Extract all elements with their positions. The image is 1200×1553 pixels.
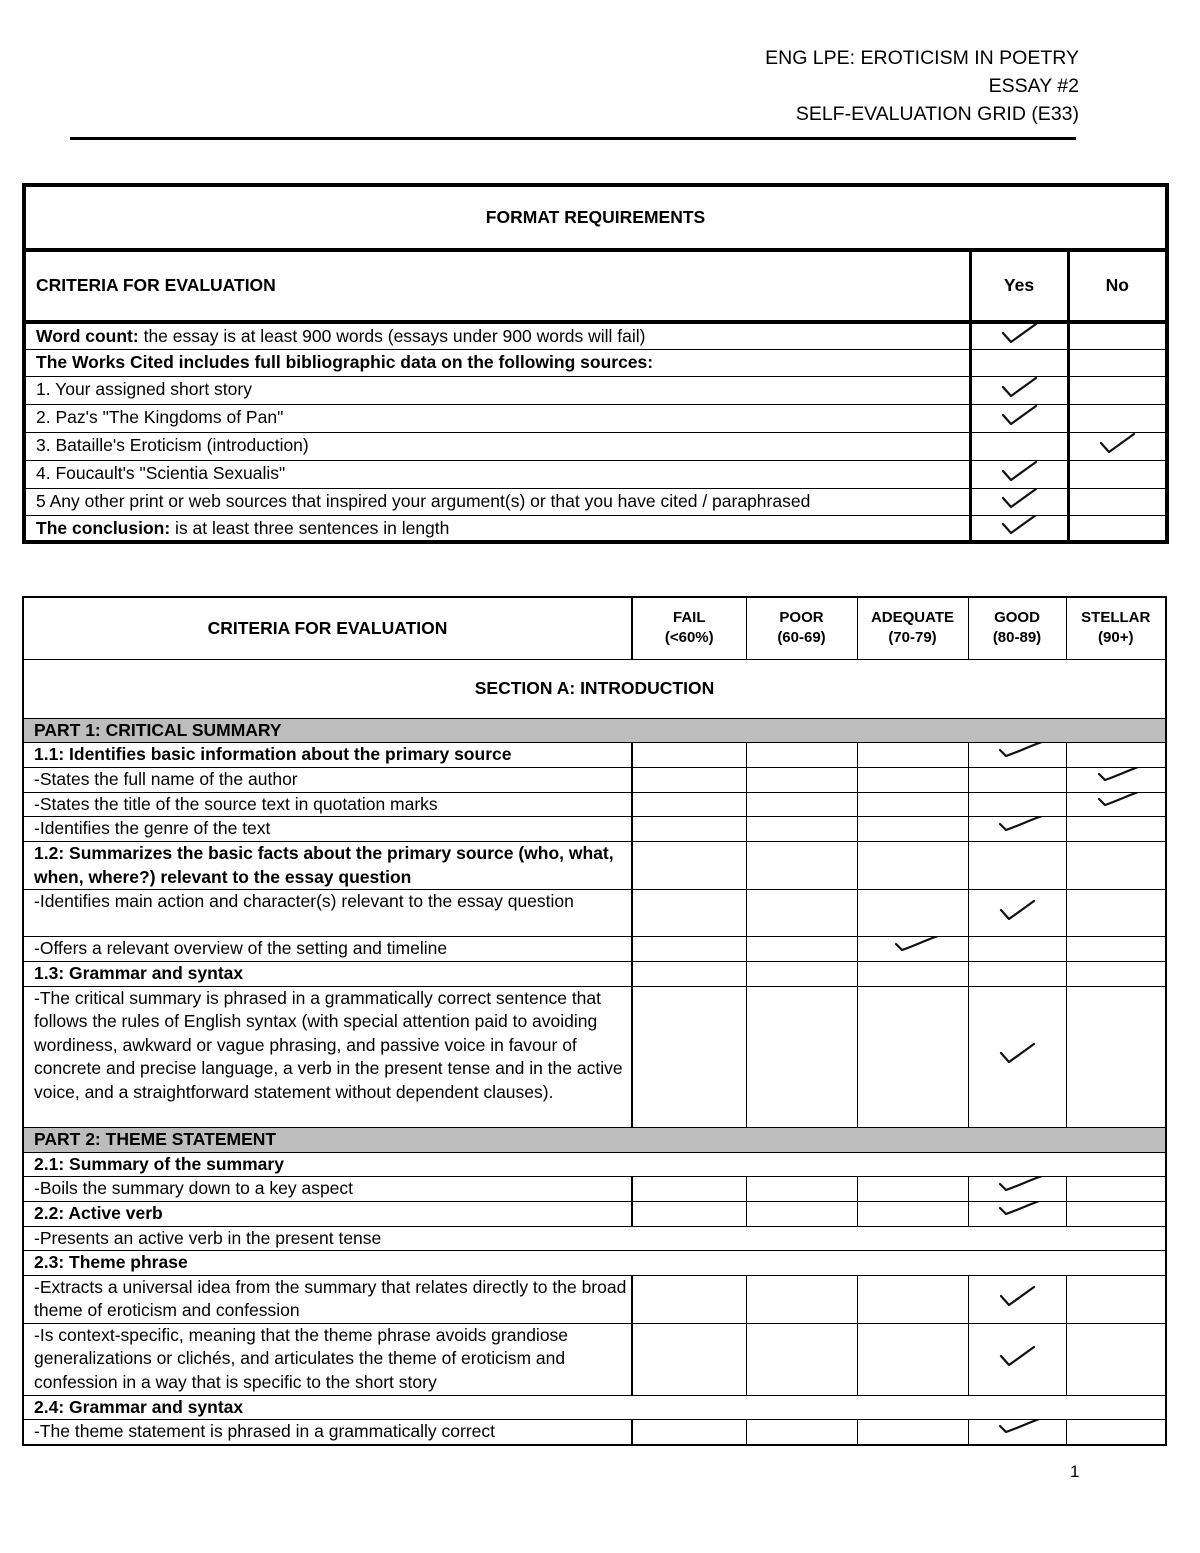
criterion-text: 2. Paz's "The Kingdoms of Pan" [36, 406, 284, 427]
check-mark-icon [1097, 770, 1135, 790]
yes-cell [970, 460, 1068, 488]
yes-cell [970, 404, 1068, 432]
check-mark-icon [998, 820, 1036, 840]
check-mark-icon [998, 1422, 1036, 1442]
criterion-label: The conclusion: [36, 517, 171, 538]
good-cell [968, 986, 1066, 1127]
good-cell [968, 1177, 1066, 1202]
criterion-row [23, 890, 1166, 937]
stellar-cell [1066, 817, 1166, 842]
criterion-cell [23, 1177, 632, 1202]
section-a-title: SECTION A: INTRODUCTION [23, 659, 1166, 718]
stellar-cell [1066, 890, 1166, 937]
fail-cell [632, 890, 746, 937]
format-row [24, 322, 1167, 349]
criterion-text: 1.1: Identifies basic information about the primary source [34, 744, 512, 764]
course-title: ENG LPE: EROTICISM IN POETRY [765, 47, 1079, 69]
format-row [24, 515, 1167, 542]
criterion-row [23, 1152, 1166, 1177]
col-adequate [857, 597, 968, 659]
adequate-cell [857, 1420, 968, 1445]
criterion-text: 2.4: Grammar and syntax [34, 1396, 244, 1417]
criterion-cell [23, 817, 632, 842]
check-mark-icon [998, 1047, 1036, 1067]
criterion-text: -Extracts a universal idea from the summary that relates directly to the broad theme of eroticism and confession [34, 1276, 627, 1320]
poor-cell [746, 842, 857, 890]
format-criterion [24, 322, 970, 349]
poor-cell [746, 768, 857, 793]
document-header [765, 44, 1079, 128]
yes-cell [970, 349, 1068, 376]
adequate-cell [857, 937, 968, 962]
check-mark-icon [1097, 795, 1135, 815]
adequate-cell [857, 962, 968, 987]
criterion-text: 2.1: Summary of the summary [34, 1153, 284, 1174]
format-criterion [24, 376, 970, 404]
stellar-cell [1066, 986, 1166, 1127]
good-cell [968, 768, 1066, 793]
poor-cell [746, 937, 857, 962]
header-rule [70, 137, 1076, 140]
poor-cell [746, 743, 857, 768]
format-criterion [24, 349, 970, 376]
yes-cell [970, 322, 1068, 349]
adequate-cell [857, 890, 968, 937]
yes-cell [970, 515, 1068, 542]
check-mark-icon [998, 1290, 1036, 1310]
criterion-text: 2.3: Theme phrase [34, 1252, 188, 1272]
format-criterion [24, 460, 970, 488]
part-header-row [23, 1127, 1166, 1152]
check-mark-icon [998, 904, 1036, 924]
good-cell [968, 1420, 1066, 1445]
stellar-cell [1066, 1420, 1166, 1445]
check-mark-icon [1000, 518, 1038, 538]
rating-range: (<60%) [664, 629, 714, 647]
criterion-text: -Offers a relevant overview of the setting and timeline [34, 938, 448, 958]
poor-cell [746, 1323, 857, 1395]
adequate-cell [857, 842, 968, 890]
good-cell [968, 937, 1066, 962]
format-criterion [24, 432, 970, 460]
fail-cell [632, 792, 746, 817]
no-cell [1068, 322, 1167, 349]
criterion-row [23, 768, 1166, 793]
poor-cell [746, 1420, 857, 1445]
good-cell [968, 1323, 1066, 1395]
criterion-row [23, 1251, 1166, 1276]
criterion-text: -Presents an active verb in the present tense [34, 1227, 382, 1248]
criterion-text: -The critical summary is phrased in a grammatically correct sentence that follows the rules of English syntax (with special attention paid to avoiding wordiness, awkward or vague phrasing, and passive voice in favour of concrete and precise language, a verb in the present tense and in the active voice, and a straightforward statement without dependent clauses). [34, 987, 623, 1102]
criterion-cell [23, 1395, 1166, 1420]
stellar-cell [1066, 1177, 1166, 1202]
adequate-cell [857, 743, 968, 768]
adequate-cell [857, 1323, 968, 1395]
fail-cell [632, 1420, 746, 1445]
no-cell [1068, 376, 1167, 404]
grid-title: SELF-EVALUATION GRID (E33) [795, 103, 1079, 125]
criterion-row [23, 1202, 1166, 1227]
poor-cell [746, 792, 857, 817]
check-mark-icon [998, 1350, 1036, 1370]
criterion-cell [23, 890, 632, 937]
part-title: PART 1: CRITICAL SUMMARY [34, 719, 282, 740]
stellar-cell [1066, 792, 1166, 817]
stellar-cell [1066, 743, 1166, 768]
stellar-cell [1066, 768, 1166, 793]
format-rows [24, 322, 1167, 542]
criterion-cell [23, 792, 632, 817]
format-requirements-table [22, 183, 1169, 544]
rating-range: (60-69) [777, 629, 826, 647]
grid-criteria-header: CRITERIA FOR EVALUATION [23, 597, 632, 659]
poor-cell [746, 962, 857, 987]
criterion-text: -Identifies the genre of the text [34, 818, 271, 838]
criterion-cell [23, 1323, 632, 1395]
adequate-cell [857, 1202, 968, 1227]
stellar-cell [1066, 1202, 1166, 1227]
fail-cell [632, 937, 746, 962]
good-cell [968, 890, 1066, 937]
criterion-row [23, 962, 1166, 987]
no-cell [1068, 404, 1167, 432]
criterion-text: is at least three sentences in length [170, 517, 450, 538]
check-mark-icon [1000, 381, 1038, 401]
check-mark-icon [894, 940, 932, 960]
good-cell [968, 842, 1066, 890]
format-row [24, 432, 1167, 460]
criterion-cell [23, 718, 1166, 743]
criterion-text: -States the full name of the author [34, 769, 298, 789]
format-criteria-header: CRITERIA FOR EVALUATION [24, 250, 970, 322]
poor-cell [746, 1177, 857, 1202]
rating-range: (80-89) [992, 629, 1042, 647]
poor-cell [746, 890, 857, 937]
check-mark-icon [1000, 409, 1038, 429]
check-mark-icon [1000, 327, 1038, 347]
criterion-cell [23, 842, 632, 890]
good-cell [968, 1275, 1066, 1323]
fail-cell [632, 817, 746, 842]
stellar-cell [1066, 937, 1166, 962]
good-cell [968, 962, 1066, 987]
good-cell [968, 792, 1066, 817]
check-mark-icon [998, 746, 1036, 766]
adequate-cell [857, 817, 968, 842]
no-cell [1068, 432, 1167, 460]
criterion-text: the essay is at least 900 words (essays under 900 words will fail) [138, 326, 646, 346]
no-header: No [1068, 250, 1167, 322]
page-number: 1 [1070, 1462, 1080, 1481]
criterion-cell [23, 743, 632, 768]
stellar-cell [1066, 1323, 1166, 1395]
stellar-cell [1066, 842, 1166, 890]
no-cell [1068, 460, 1167, 488]
fail-cell [632, 768, 746, 793]
criterion-row [23, 1275, 1166, 1323]
criterion-row [23, 1323, 1166, 1395]
criterion-text: 3. Bataille's Eroticism (introduction) [36, 434, 309, 455]
criterion-cell [23, 1152, 1166, 1177]
format-row [24, 460, 1167, 488]
criterion-text: 2.2: Active verb [34, 1203, 163, 1223]
no-cell [1068, 515, 1167, 542]
check-mark-icon [998, 1204, 1036, 1224]
stellar-cell [1066, 1275, 1166, 1323]
criterion-cell [23, 1226, 1166, 1251]
poor-cell [746, 986, 857, 1127]
part-title: PART 2: THEME STATEMENT [34, 1128, 277, 1149]
criterion-label: Word count: [36, 326, 139, 346]
criterion-text: -Boils the summary down to a key aspect [34, 1178, 354, 1198]
criterion-cell [23, 1420, 632, 1445]
check-mark-icon [998, 1180, 1036, 1200]
adequate-cell [857, 1177, 968, 1202]
poor-cell [746, 1202, 857, 1227]
no-cell [1068, 488, 1167, 515]
fail-cell [632, 743, 746, 768]
poor-cell [746, 817, 857, 842]
grid-rows [23, 718, 1166, 1445]
good-cell [968, 817, 1066, 842]
yes-cell [970, 432, 1068, 460]
criterion-cell [23, 1275, 632, 1323]
yes-cell [970, 488, 1068, 515]
criterion-row [23, 986, 1166, 1127]
stellar-cell [1066, 962, 1166, 987]
check-mark-icon [1000, 492, 1038, 512]
adequate-cell [857, 1275, 968, 1323]
format-row [24, 349, 1167, 376]
fail-cell [632, 842, 746, 890]
yes-cell [970, 376, 1068, 404]
criterion-cell [23, 1251, 1166, 1276]
criterion-cell [23, 1202, 632, 1227]
rating-range: (90+) [1098, 629, 1134, 647]
criterion-row [23, 817, 1166, 842]
fail-cell [632, 1202, 746, 1227]
criterion-cell [23, 1127, 1166, 1152]
good-cell [968, 1202, 1066, 1227]
evaluation-grid-table [22, 596, 1167, 1446]
col-stellar [1066, 597, 1166, 659]
criterion-row [23, 792, 1166, 817]
criterion-cell [23, 768, 632, 793]
rating-label: ADEQUATE [870, 609, 955, 627]
criterion-text: -The theme statement is phrased in a grammatically correct [34, 1421, 496, 1441]
criterion-cell [23, 962, 632, 987]
fail-cell [632, 962, 746, 987]
check-mark-icon [1098, 437, 1136, 457]
criterion-row [23, 1395, 1166, 1420]
col-good [968, 597, 1066, 659]
fail-cell [632, 1323, 746, 1395]
format-row [24, 404, 1167, 432]
adequate-cell [857, 768, 968, 793]
format-row [24, 376, 1167, 404]
criterion-text: 1. Your assigned short story [36, 378, 252, 399]
rating-label: GOOD [994, 609, 1040, 627]
criterion-cell [23, 986, 632, 1127]
criterion-text: -States the title of the source text in quotation marks [34, 793, 438, 814]
poor-cell [746, 1275, 857, 1323]
adequate-cell [857, 792, 968, 817]
fail-cell [632, 1275, 746, 1323]
adequate-cell [857, 986, 968, 1127]
essay-number: ESSAY #2 [988, 75, 1079, 97]
criterion-text: 1.3: Grammar and syntax [34, 963, 244, 983]
rating-label: POOR [779, 609, 824, 627]
criterion-text: 5 Any other print or web sources that inspired your argument(s) or that you have cited / paraphrased [36, 490, 811, 511]
criterion-row [23, 1226, 1166, 1251]
criterion-row [23, 842, 1166, 890]
format-criterion [24, 515, 970, 542]
col-poor [746, 597, 857, 659]
rating-label: FAIL [673, 609, 706, 627]
criterion-cell [23, 937, 632, 962]
format-title: FORMAT REQUIREMENTS [24, 185, 1167, 250]
format-row [24, 488, 1167, 515]
format-criterion [24, 488, 970, 515]
criterion-label: The Works Cited includes full bibliographic data on the following sources: [36, 351, 654, 372]
yes-header: Yes [970, 250, 1068, 322]
rating-label: STELLAR [1081, 609, 1151, 627]
no-cell [1068, 349, 1167, 376]
col-fail [632, 597, 746, 659]
criterion-row [23, 1177, 1166, 1202]
criterion-text: 1.2: Summarizes the basic facts about the primary source (who, what, when, where?) relevant to the essay question [34, 843, 614, 887]
fail-cell [632, 1177, 746, 1202]
fail-cell [632, 986, 746, 1127]
rating-range: (70-79) [888, 629, 937, 647]
criterion-row [23, 937, 1166, 962]
part-header-row [23, 718, 1166, 743]
criterion-text: -Identifies main action and character(s) relevant to the essay question [34, 891, 574, 911]
criterion-row [23, 743, 1166, 768]
check-mark-icon [1000, 465, 1038, 485]
format-criterion [24, 404, 970, 432]
criterion-text: 4. Foucault's "Scientia Sexualis" [36, 462, 286, 483]
criterion-text: -Is context-specific, meaning that the theme phrase avoids grandiose generalizations or clichés, and articulates the theme of eroticism and confession in a way that is specific to the short story [34, 1324, 569, 1392]
good-cell [968, 743, 1066, 768]
criterion-row [23, 1420, 1166, 1445]
